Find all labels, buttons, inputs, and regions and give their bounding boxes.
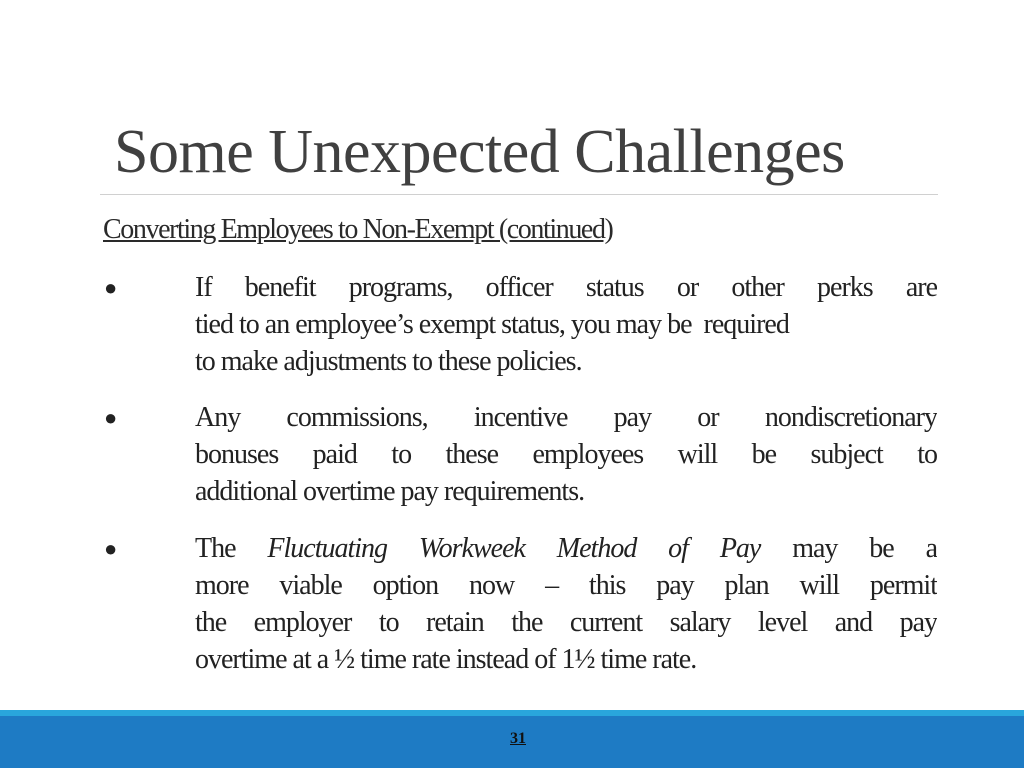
fluctuating-workweek-term: Fluctuating Workweek Method of Pay — [267, 533, 761, 564]
bullet-3-line-2: more viable option now – this pay plan will permit — [195, 570, 937, 601]
bullet-icon: ● — [104, 275, 118, 300]
bullet-2-line-3: additional overtime pay requirements. — [195, 476, 585, 507]
bullet-text-3 — [195, 530, 937, 678]
bullet-2-line-1: Any commissions, incentive pay or nondiscretionary — [195, 402, 937, 433]
bullet-1-line-3: to make adjustments to these policies. — [195, 346, 582, 377]
bullet-3-line-1 — [195, 530, 937, 567]
bullet-text-1 — [195, 269, 937, 380]
bullet-icon: ● — [104, 536, 118, 561]
bullet-3-prefix: The — [195, 533, 268, 564]
page-number[interactable]: 31 — [510, 730, 526, 747]
bullet-icon: ● — [104, 405, 118, 430]
bullet-3-suffix: may be a — [760, 533, 937, 564]
title-divider — [100, 194, 938, 195]
bullet-3-line-3: the employer to retain the current salary level and pay — [195, 607, 937, 638]
bullet-1-line-2: tied to an employee’s exempt status, you may be required — [195, 309, 789, 340]
bullet-3-line-4: overtime at a ½ time rate instead of 1½ time rate. — [195, 644, 697, 675]
bullet-1-line-1: If benefit programs, officer status or other perks are — [195, 272, 937, 303]
bullet-text-2 — [195, 399, 937, 510]
bullet-2-line-2: bonuses paid to these employees will be subject to — [195, 439, 937, 470]
slide-title: Some Unexpected Challenges — [114, 118, 845, 186]
slide-subtitle: Converting Employees to Non-Exempt (continued) — [103, 214, 613, 245]
